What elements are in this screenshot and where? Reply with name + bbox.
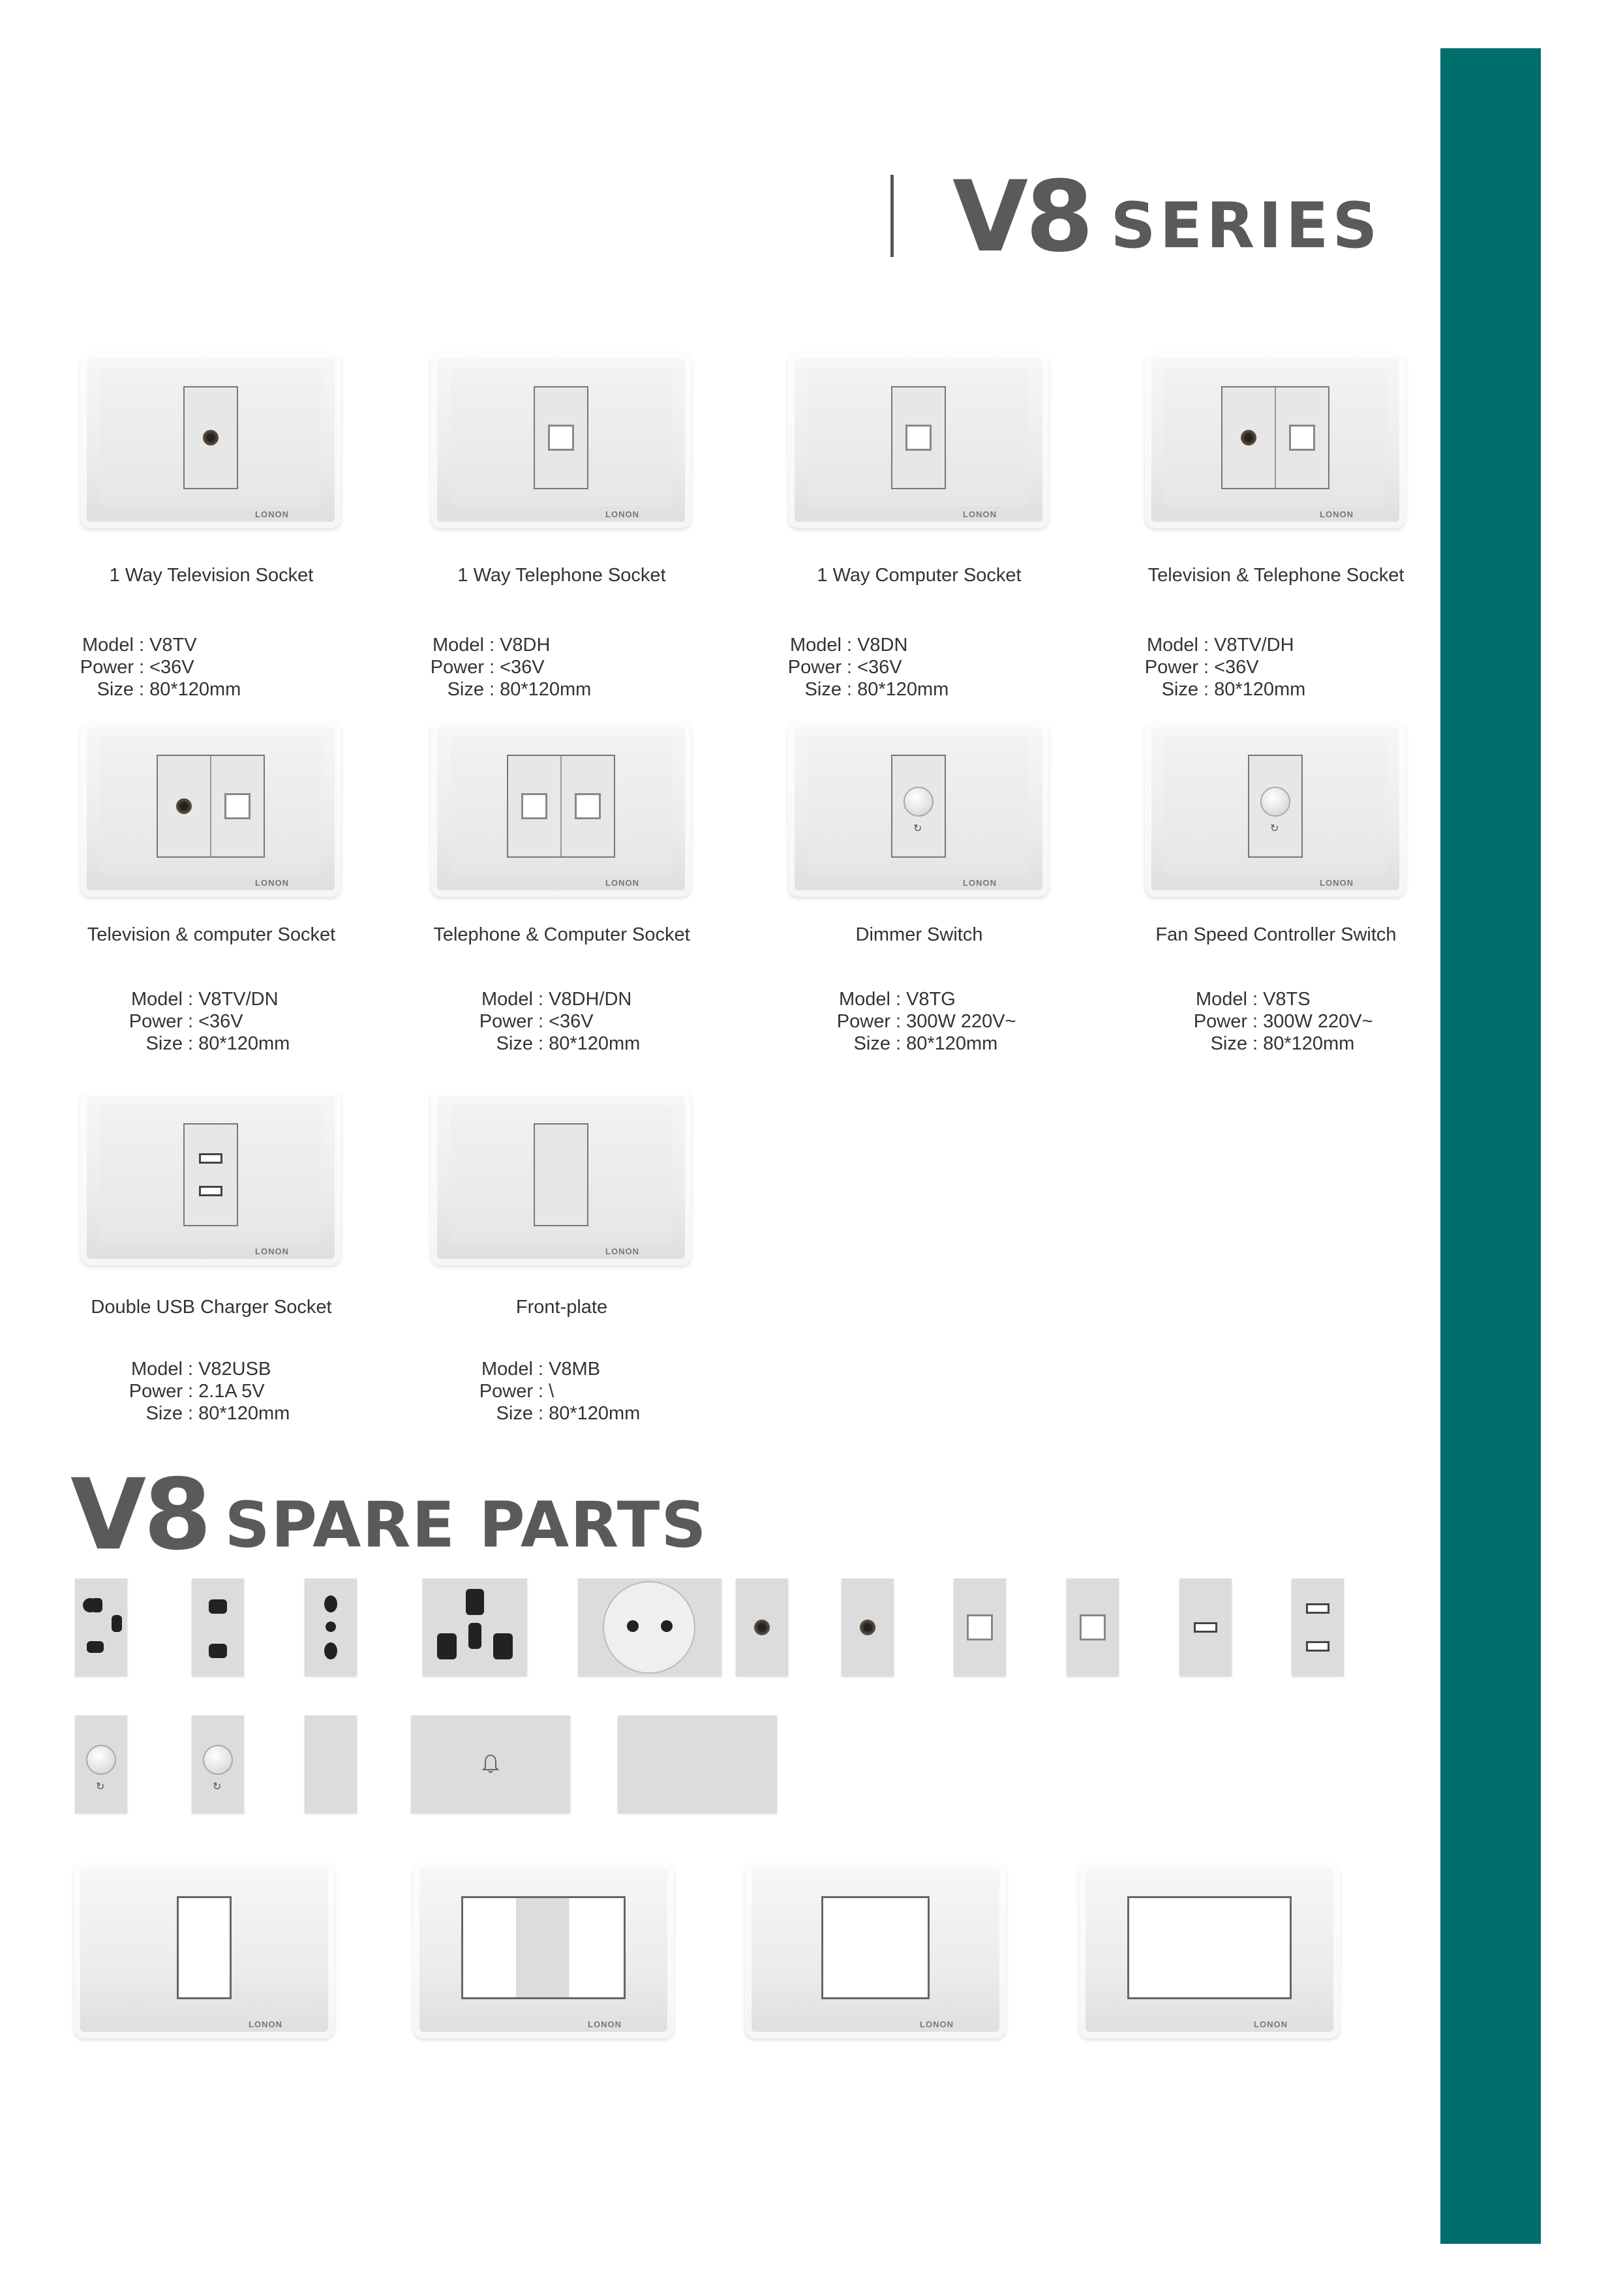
brand-logo: LONON (255, 878, 289, 888)
coax-port-icon (1241, 430, 1256, 446)
brand-logo: LONON (249, 2019, 282, 2029)
brand-logo: LONON (1320, 878, 1354, 888)
power-label: Power (129, 1011, 183, 1032)
usb-port-icon (199, 1186, 222, 1196)
size-label: Size (1210, 1033, 1247, 1054)
sep: : (1253, 1011, 1258, 1032)
size-value: 80*120mm (198, 1403, 290, 1424)
rj-port-icon (967, 1614, 993, 1640)
size-value: 80*120mm (500, 679, 592, 700)
coax-port-icon (860, 1620, 875, 1635)
spare-part-large-switch (618, 1715, 777, 1813)
front-frame-2-module (745, 1862, 1006, 2038)
sep: : (139, 635, 145, 656)
rj-port-icon (905, 425, 932, 451)
sep: : (139, 679, 145, 700)
power-label: Power (479, 1381, 533, 1402)
size-value: 80*120mm (549, 1403, 641, 1424)
size-label: Size (97, 679, 134, 700)
spare-part-outlet (305, 1578, 357, 1676)
power-label: Power (836, 1011, 890, 1032)
spare-part-blank (305, 1715, 357, 1813)
rj-port-icon (548, 425, 574, 451)
sep: : (1204, 657, 1209, 678)
spare-part-tv (842, 1578, 894, 1676)
sep: : (538, 1381, 544, 1402)
product-specs (55, 634, 241, 701)
rj-port-icon (224, 793, 251, 819)
size-label: Size (853, 1033, 890, 1054)
product-name: Front-plate (515, 1297, 608, 1318)
spare-part-bell-switch (411, 1715, 570, 1813)
product-name: Double USB Charger Socket (91, 1297, 332, 1318)
product-specs (455, 1358, 640, 1425)
product-specs (455, 988, 640, 1055)
size-label: Size (496, 1403, 533, 1424)
sep: : (1253, 1033, 1258, 1054)
front-frame-3-module (413, 1862, 674, 2038)
model-value: V8DH/DN (549, 989, 632, 1010)
model-label: Model (481, 1359, 533, 1380)
model-label: Model (1147, 635, 1198, 656)
usb-port-icon (1306, 1603, 1329, 1614)
size-value: 80*120mm (1214, 679, 1306, 700)
brand-logo: LONON (605, 1246, 639, 1256)
spare-part-tv (736, 1578, 788, 1676)
size-value: 80*120mm (1263, 1033, 1355, 1054)
spare-parts-heading (70, 1458, 708, 1572)
sep: : (538, 989, 544, 1010)
power-value: 2.1A 5V (198, 1381, 265, 1402)
model-value: V8DN (857, 635, 908, 656)
product-specs (1120, 634, 1305, 701)
sep: : (1204, 635, 1209, 656)
sep: : (139, 657, 145, 678)
product-image (1145, 721, 1406, 897)
power-value: <36V (149, 657, 194, 678)
model-value: V8MB (549, 1359, 601, 1380)
brand-logo: LONON (588, 2019, 622, 2029)
spare-part-rj (954, 1578, 1006, 1676)
product-specs (104, 988, 290, 1055)
product-specs (1169, 988, 1373, 1055)
sep: : (538, 1359, 544, 1380)
brand-logo: LONON (255, 509, 289, 519)
rj-port-icon (521, 793, 547, 819)
model-label: Model (1196, 989, 1247, 1010)
size-label: Size (447, 679, 484, 700)
product-image (788, 721, 1049, 897)
sep: : (896, 1011, 902, 1032)
product-name: 1 Way Television Socket (109, 565, 314, 586)
power-value: \ (549, 1381, 554, 1402)
product-specs (104, 1358, 290, 1425)
sep: : (538, 1403, 544, 1424)
sep: : (188, 1033, 194, 1054)
size-value: 80*120mm (549, 1033, 641, 1054)
power-label: Power (787, 657, 842, 678)
sep: : (489, 679, 495, 700)
model-value: V82USB (198, 1359, 271, 1380)
model-value: V8TV/DN (198, 989, 279, 1010)
product-name: Dimmer Switch (855, 924, 983, 945)
brand-logo: LONON (1320, 509, 1354, 519)
size-label: Size (804, 679, 842, 700)
brand-logo: LONON (920, 2019, 954, 2029)
usb-port-icon (1194, 1622, 1217, 1633)
model-label: Model (839, 989, 890, 1010)
sep: : (847, 657, 853, 678)
front-frame-wide (1079, 1862, 1340, 2038)
brand-logo: LONON (255, 1246, 289, 1256)
spare-part-fan-speed (192, 1715, 244, 1813)
sep: : (1204, 679, 1209, 700)
side-color-bar (1440, 48, 1541, 2244)
power-label: Power (1193, 1011, 1247, 1032)
spare-part-usb (1179, 1578, 1232, 1676)
power-label: Power (1144, 657, 1198, 678)
product-name: Fan Speed Controller Switch (1155, 924, 1397, 945)
size-label: Size (145, 1403, 183, 1424)
power-label: Power (479, 1011, 533, 1032)
product-name: Television & computer Socket (87, 924, 336, 945)
product-name: Telephone & Computer Socket (433, 924, 690, 945)
spare-part-double-usb (1292, 1578, 1344, 1676)
arrow-icon: ↻ (213, 1781, 222, 1792)
series-header (890, 160, 1382, 274)
sep: : (188, 1381, 194, 1402)
coax-port-icon (754, 1620, 770, 1635)
sep: : (847, 635, 853, 656)
sep: : (188, 1359, 194, 1380)
power-value: 300W 220V~ (1263, 1011, 1373, 1032)
header-divider (890, 175, 894, 257)
product-image (1145, 352, 1406, 528)
rj-port-icon (1080, 1614, 1106, 1640)
size-value: 80*120mm (857, 679, 949, 700)
power-label: Power (80, 657, 134, 678)
product-specs (763, 634, 949, 701)
spare-part-universal-outlet (423, 1578, 527, 1676)
sep: : (489, 635, 495, 656)
usb-port-icon (199, 1153, 222, 1164)
brand-logo: LONON (963, 509, 997, 519)
model-value: V8TG (906, 989, 956, 1010)
coax-port-icon (176, 798, 192, 814)
spare-part-rj (1067, 1578, 1119, 1676)
power-value: 300W 220V~ (906, 1011, 1016, 1032)
fan-speed-knob-icon (1260, 787, 1290, 817)
sep: : (188, 989, 194, 1010)
power-value: <36V (1214, 657, 1259, 678)
bell-icon (481, 1753, 500, 1774)
power-value: <36V (500, 657, 545, 678)
product-name: 1 Way Telephone Socket (457, 565, 666, 586)
usb-port-icon (1306, 1641, 1329, 1652)
size-label: Size (145, 1033, 183, 1054)
sep: : (538, 1011, 544, 1032)
arrow-icon: ↻ (913, 823, 922, 834)
power-label: Power (129, 1381, 183, 1402)
power-label: Power (430, 657, 484, 678)
brand-logo: LONON (963, 878, 997, 888)
power-value: <36V (857, 657, 902, 678)
spare-title-v8: V8 (70, 1458, 209, 1572)
rj-port-icon (1289, 425, 1315, 451)
product-name: 1 Way Computer Socket (817, 565, 1022, 586)
spare-part-outlet (192, 1578, 244, 1676)
product-image (431, 1089, 691, 1265)
model-label: Model (82, 635, 134, 656)
sep: : (188, 1011, 194, 1032)
series-title-v8: V8 (952, 160, 1091, 274)
front-frame-1-module (74, 1862, 335, 2038)
sep: : (538, 1033, 544, 1054)
spare-part-schuko-outlet (578, 1578, 721, 1676)
rj-port-icon (575, 793, 601, 819)
model-value: V8TV/DH (1214, 635, 1294, 656)
size-label: Size (1161, 679, 1198, 700)
size-label: Size (496, 1033, 533, 1054)
model-label: Model (131, 1359, 183, 1380)
product-image (431, 721, 691, 897)
model-label: Model (790, 635, 842, 656)
sep: : (896, 989, 902, 1010)
sep: : (847, 679, 853, 700)
product-image (788, 352, 1049, 528)
spare-part-dimmer (75, 1715, 127, 1813)
product-specs (812, 988, 1016, 1055)
model-value: V8DH (500, 635, 551, 656)
spare-part-outlet (75, 1578, 127, 1676)
product-image (431, 352, 691, 528)
spare-title-word: SPARE PARTS (224, 1488, 708, 1562)
dimmer-knob-icon (904, 787, 934, 817)
sep: : (1253, 989, 1258, 1010)
dimmer-knob-icon (86, 1745, 116, 1775)
sep: : (489, 657, 495, 678)
model-label: Model (131, 989, 183, 1010)
product-image (80, 1089, 341, 1265)
product-image (80, 721, 341, 897)
brand-logo: LONON (605, 509, 639, 519)
model-label: Model (433, 635, 484, 656)
product-name: Television & Telephone Socket (1147, 565, 1405, 586)
model-value: V8TV (149, 635, 197, 656)
power-value: <36V (549, 1011, 594, 1032)
size-value: 80*120mm (149, 679, 241, 700)
power-value: <36V (198, 1011, 243, 1032)
brand-logo: LONON (605, 878, 639, 888)
product-specs (406, 634, 591, 701)
arrow-icon: ↻ (96, 1781, 105, 1792)
product-image (80, 352, 341, 528)
model-label: Model (481, 989, 533, 1010)
coax-port-icon (203, 430, 219, 446)
sep: : (188, 1403, 194, 1424)
arrow-icon: ↻ (1270, 823, 1279, 834)
fan-speed-knob-icon (203, 1745, 233, 1775)
brand-logo: LONON (1254, 2019, 1288, 2029)
sep: : (896, 1033, 902, 1054)
size-value: 80*120mm (906, 1033, 998, 1054)
model-value: V8TS (1263, 989, 1311, 1010)
size-value: 80*120mm (198, 1033, 290, 1054)
series-title-word: SERIES (1110, 189, 1382, 262)
